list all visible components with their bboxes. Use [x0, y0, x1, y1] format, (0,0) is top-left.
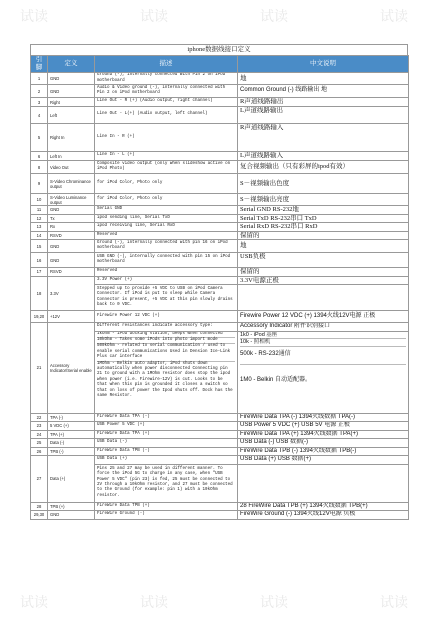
description-cell: USB Data (+): [95, 456, 238, 465]
pin-cell: 15: [31, 240, 48, 253]
watermark-text: 试读: [140, 9, 168, 25]
description-cell: Firewire Power 12 VDC (+): [95, 311, 238, 323]
description-cell: Pins 25 and 27 may be used in different manner. To force the iPod 5G to charge in any case, when "USB Power 5 VDC" (pin 23) is fed, 25 must be connected to 2V through a 10kOhm resistor, and 27 must be connected to the Ground (for example: pin 1) with a 10kOhm resistor.: [95, 464, 238, 502]
chinese-cell: USB Power 5 VDC (+) USB 5V 电源 正极: [238, 422, 409, 431]
chinese-cell: FireWire Data TPA (+) 1394火线数据 TPA(+): [238, 430, 409, 439]
pin-cell: 29,30: [31, 511, 48, 520]
description-cell: for iPod Color, Photo only: [95, 174, 238, 194]
table-row: [31, 311, 409, 323]
description-cell: Line In - L (+): [95, 152, 238, 161]
header-chinese: 中文说明: [238, 56, 409, 73]
definition-cell: Rx: [48, 223, 95, 232]
table-row: [31, 223, 409, 232]
definition-cell: TPA (+): [48, 430, 95, 439]
table-row: [31, 73, 409, 85]
chinese-cell: FireWire Ground (-) 1394火线12V电源 负极: [238, 511, 409, 520]
definition-cell: Tx: [48, 214, 95, 223]
table-row: [31, 422, 409, 431]
description-cell: ipod receiving line, Serial RxD: [95, 223, 238, 232]
watermark-text: 试读: [380, 9, 408, 25]
accessory-500k-desc: 500kOhm - related to serial communication / used to enable serial communications Used in Dension Ice-Link Plus car interface: [97, 343, 235, 360]
table-row: [31, 511, 409, 520]
description-cell: for iPod Color, Photo only: [95, 194, 238, 206]
chinese-cell: L声道线路输入: [238, 152, 409, 161]
definition-cell: 5 VDC (+): [48, 422, 95, 431]
pin-cell: 22: [31, 413, 48, 422]
description-cell: ipod sending line, Serial TxD: [95, 214, 238, 223]
definition-cell: Right: [48, 98, 95, 107]
definition-cell: RSVD: [48, 231, 95, 240]
definition-cell: Left: [48, 107, 95, 124]
pin-cell: 12: [31, 214, 48, 223]
accessory-chinese-cell: [238, 331, 409, 413]
chinese-cell: [238, 464, 409, 502]
pin-cell: 13: [31, 223, 48, 232]
pin-cell: 9: [31, 174, 48, 194]
description-cell: 3.3V Power (+): [95, 276, 238, 285]
accessory-1k-zh: 1k0 - iPod 基座: [240, 331, 278, 338]
description-cell: Stepped up to provide +5 VDC to USB on iPod Camera Connector. If iPod is put to sleep while Camera Connector is present, +5 VDC at this pin slowly drains back to 0 VDC.: [95, 285, 238, 311]
description-cell: Line In - R (+): [95, 124, 238, 152]
definition-cell: TPA (-): [48, 413, 95, 422]
definition-cell: GND: [48, 253, 95, 268]
chinese-cell: 保留的: [238, 268, 409, 277]
chinese-cell: USB负极: [238, 253, 409, 268]
pin-cell: 16: [31, 253, 48, 268]
watermark-text: 试读: [260, 595, 288, 611]
accessory-500k-zh: 500k - RS-232通信: [240, 346, 406, 364]
description-cell: Composite video output (only when slideshow active on iPod Photo): [95, 161, 238, 174]
header-definition: 定义: [48, 56, 95, 73]
description-cell: FireWire Ground (-): [95, 511, 238, 520]
chinese-cell: S－视频输出亮度: [238, 194, 409, 206]
description-cell: Reserved: [95, 231, 238, 240]
pin-cell: 3: [31, 98, 48, 107]
watermark-text: 试读: [140, 595, 168, 611]
definition-cell: Data (-): [48, 439, 95, 448]
description-cell: FireWire Data TPB (-): [95, 447, 238, 456]
chinese-cell: S－视频输出色度: [238, 174, 409, 194]
description-cell: Serial GND: [95, 206, 238, 215]
definition-cell: 3.3V: [48, 276, 95, 311]
table-row: [31, 456, 409, 465]
table-row: [31, 161, 409, 174]
chinese-cell: 保留的: [238, 231, 409, 240]
chinese-cell: FireWire Data TPB (-) 1394火线数据 TPB(-): [238, 447, 409, 456]
chinese-cell: [238, 285, 409, 311]
table-row: [31, 152, 409, 161]
pin-cell: 25: [31, 439, 48, 448]
table-row: [31, 439, 409, 448]
definition-cell: Data (+): [48, 456, 95, 503]
document-title: iphone数据线接口定义: [30, 44, 408, 55]
chinese-cell: Serial TxD RS-232串口 TxD: [238, 214, 409, 223]
header-row: [31, 56, 409, 73]
chinese-cell: FireWire Data TPA (-) 1394火线数据 TPA(-): [238, 413, 409, 422]
pin-cell: 28: [31, 502, 48, 511]
description-cell: Ground (-), internally connected with pin 16 on iPod motherboard: [95, 240, 238, 253]
header-description: 描述: [95, 56, 238, 73]
pin-cell: 11: [31, 206, 48, 215]
chinese-cell: 地: [238, 73, 409, 85]
definition-cell: GND: [48, 73, 95, 85]
table-row: [31, 323, 409, 332]
pin-cell: 1: [31, 73, 48, 85]
accessory-1m-zh: 1M0 - Belkin 自动适配器。: [240, 364, 406, 394]
table-row: [31, 107, 409, 124]
description-cell: USB Data (-): [95, 439, 238, 448]
chinese-cell: L声道线路输出: [238, 107, 409, 124]
definition-cell: GND: [48, 240, 95, 253]
pin-cell: 4: [31, 107, 48, 124]
definition-cell: Left In: [48, 152, 95, 161]
definition-cell: GND: [48, 511, 95, 520]
description-cell: FireWire Data TPA (+): [95, 430, 238, 439]
pin-cell: 26: [31, 447, 48, 456]
description-cell: Line Out - R (+) (Audio output, right channel): [95, 98, 238, 107]
watermark-text: 试读: [380, 595, 408, 611]
pin-cell: 18: [31, 276, 48, 311]
chinese-cell: 28 FireWire Data TPB (+) 1394火线数据 TPB(+): [238, 502, 409, 511]
description-cell: Audio & Video ground (-), internally connected with Pin 2 on iPod motherboard: [95, 85, 238, 98]
definition-cell: RSVD: [48, 268, 95, 277]
description-cell: Ground (-), internally connected with Pin 2 on iPod motherboard: [95, 73, 238, 85]
chinese-cell: Serial RxD RS-232串口 RxD: [238, 223, 409, 232]
chinese-cell: R声道线路输出: [238, 98, 409, 107]
description-cell: USB Power 5 VDC (+): [95, 422, 238, 431]
description-cell: Line Out - L(+) (Audio output, left channel): [95, 107, 238, 124]
chinese-cell: USB Data (+) USB 数据(+): [238, 456, 409, 465]
watermark-text: 试读: [260, 9, 288, 25]
accessory-1m-desc: 1MOhm - Belkin auto adaptor, iPod shuts down automatically when power disconnected Connecting pin 21 to ground with a 1MOhm resistor does stop the ipod when power (i.e. Firewire-12V) is cut. Looks to be that when this pin is grounded it closes a switch so that on loss of power the Ipod shuts off. Dock has the same Resistor.: [97, 361, 235, 400]
pin-cell: 21: [31, 323, 48, 414]
table-row: [31, 98, 409, 107]
chinese-cell: R声道线路输入: [238, 124, 409, 152]
chinese-cell: Serial GND RS-232地: [238, 206, 409, 215]
table-row: [31, 85, 409, 98]
definition-cell: TPB (+): [48, 502, 95, 511]
description-cell: USB GND (-), internally connected with pin 15 on iPod motherboard: [95, 253, 238, 268]
pin-cell: 19,20: [31, 311, 48, 323]
table-row: [31, 430, 409, 439]
accessory-1k-desc: 1kOhm - iPod docking station, beeps when connected: [97, 331, 223, 336]
table-row: [31, 124, 409, 152]
chinese-cell: Accessory Indicator 附件识别接口: [238, 323, 409, 332]
pinout-sheet: [30, 44, 408, 520]
accessory-description-cell: [95, 331, 238, 413]
chinese-cell: Firewire Power 12 VDC (+) 1394火线12V电源 正极: [238, 311, 409, 323]
chinese-cell: 地: [238, 240, 409, 253]
definition-cell: Accessory Indicator/Serial enable: [48, 323, 95, 414]
accessory-10k-desc: 10kOhm - Takes some iPods into photo import mode: [97, 337, 235, 343]
pin-cell: 27: [31, 456, 48, 503]
pin-cell: 5: [31, 124, 48, 152]
table-row: [31, 276, 409, 285]
pin-cell: 14: [31, 231, 48, 240]
pin-cell: 24: [31, 430, 48, 439]
pin-cell: 17: [31, 268, 48, 277]
table-row: [31, 240, 409, 253]
pin-cell: 2: [31, 85, 48, 98]
table-row: [31, 268, 409, 277]
description-cell: Reserved: [95, 268, 238, 277]
table-row: [31, 447, 409, 456]
pin-cell: 8: [31, 161, 48, 174]
table-row: [31, 194, 409, 206]
pinout-table: [30, 55, 409, 520]
pin-cell: 10: [31, 194, 48, 206]
accessory-10k-zh: 10k - 照相机: [240, 338, 406, 346]
watermark-text: 试读: [20, 595, 48, 611]
table-row: [31, 231, 409, 240]
table-row: [31, 253, 409, 268]
description-cell: Different resistances indicate accessory type:: [95, 323, 238, 332]
watermark-text: 试读: [20, 9, 48, 25]
definition-cell: S-Video Chrominance output: [48, 174, 95, 194]
chinese-cell: 3.3V电源正极: [238, 276, 409, 285]
description-cell: FireWire Data TPB (+): [95, 502, 238, 511]
pin-cell: 23: [31, 422, 48, 431]
definition-cell: S-Video Luminance output: [48, 194, 95, 206]
table-row: [31, 174, 409, 194]
definition-cell: GND: [48, 206, 95, 215]
definition-cell: Right In: [48, 124, 95, 152]
chinese-cell: 复合视频输出（只有彩屏的ipod有效）: [238, 161, 409, 174]
chinese-cell: USB Data (-) USB 数据(-): [238, 439, 409, 448]
table-row: [31, 413, 409, 422]
pin-cell: 6: [31, 152, 48, 161]
table-row: [31, 502, 409, 511]
chinese-cell: Common Ground (-) 线路输出 地: [238, 85, 409, 98]
table-row: [31, 206, 409, 215]
table-row: [31, 214, 409, 223]
header-pin: 引脚: [31, 56, 48, 73]
description-cell: FireWire Data TPA (-): [95, 413, 238, 422]
definition-cell: Video Out: [48, 161, 95, 174]
definition-cell: TPB (-): [48, 447, 95, 456]
definition-cell: GND: [48, 85, 95, 98]
definition-cell: +12V: [48, 311, 95, 323]
